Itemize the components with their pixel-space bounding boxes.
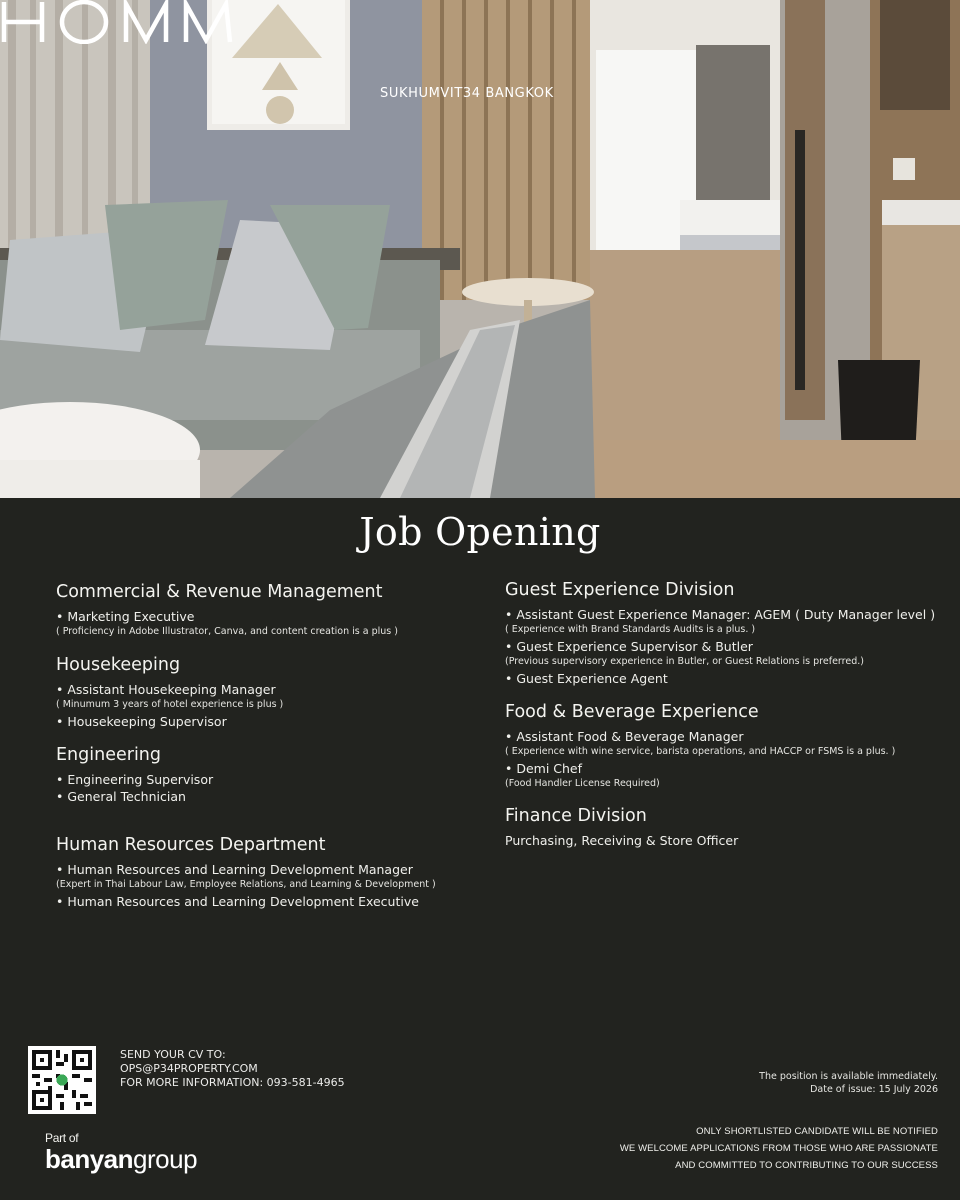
job-note: ( Experience with Brand Standards Audits is a plus. ) — [505, 624, 756, 635]
job-note: ( Experience with wine service, barista operations, and HACCP or FSMS is a plus. ) — [505, 746, 896, 757]
job-item: • Engineering Supervisor — [56, 772, 214, 787]
section-housekeeping — [56, 655, 283, 730]
section-human-resources — [56, 835, 436, 910]
section-engineering — [56, 745, 213, 805]
job-note: ( Minumum 3 years of hotel experience is plus ) — [56, 699, 284, 710]
brand-light: group — [133, 1144, 198, 1174]
job-item: • Assistant Food & Beverage Manager — [505, 729, 744, 744]
job-item: • Assistant Guest Experience Manager: AGEM ( Duty Manager level ) — [505, 607, 936, 622]
job-item: • Marketing Executive — [56, 609, 195, 624]
contact-line-1: SEND YOUR CV TO: — [120, 1048, 226, 1061]
contact-phone[interactable]: FOR MORE INFORMATION: 093-581-4965 — [120, 1076, 345, 1089]
job-note: ( Proficiency in Adobe Illustrator, Canva, and content creation is a plus ) — [56, 626, 398, 637]
section-finance — [505, 806, 738, 849]
section-commercial — [56, 582, 398, 640]
contact-info — [120, 1048, 345, 1090]
section-title: Human Resources Department — [56, 835, 326, 855]
page-title: Job Opening — [359, 510, 601, 554]
footer-line-3: AND COMMITTED TO CONTRIBUTING TO OUR SUCCESS — [675, 1160, 938, 1171]
job-item: • Housekeeping Supervisor — [56, 714, 227, 729]
job-item: • Demi Chef — [505, 761, 583, 776]
section-title: Commercial & Revenue Management — [56, 582, 383, 602]
section-title: Food & Beverage Experience — [505, 702, 759, 722]
banyan-group-logo — [45, 1144, 197, 1175]
brand-bold: banyan — [45, 1144, 134, 1174]
footer-notice — [620, 1123, 938, 1174]
availability-note — [759, 1070, 938, 1096]
job-note: (Expert in Thai Labour Law, Employee Relations, and Learning & Development ) — [56, 879, 436, 890]
section-food-beverage — [505, 702, 895, 792]
hotel-room-illustration — [0, 0, 960, 498]
job-item: Purchasing, Receiving & Store Officer — [505, 833, 739, 848]
qr-code-icon[interactable] — [28, 1046, 96, 1114]
job-note: (Previous supervisory experience in Butler, or Guest Relations is preferred.) — [505, 656, 864, 667]
availability-line-1: The position is available immediately. — [759, 1071, 938, 1082]
homm-logo-mark — [0, 0, 236, 44]
section-guest-experience — [505, 580, 935, 687]
footer-line-2: WE WELCOME APPLICATIONS FROM THOSE WHO ARE PASSIONATE — [619, 1143, 938, 1154]
hero-photo — [0, 0, 960, 498]
logo-subtitle: SUKHUMVIT34 BANGKOK — [380, 86, 554, 101]
section-title: Engineering — [56, 745, 161, 765]
section-title: Finance Division — [505, 806, 647, 826]
job-item: • General Technician — [56, 789, 186, 804]
section-title: Guest Experience Division — [505, 580, 735, 600]
contact-email[interactable]: OPS@P34PROPERTY.COM — [120, 1062, 258, 1075]
section-title: Housekeeping — [56, 655, 181, 675]
job-item: • Guest Experience Supervisor & Butler — [505, 639, 753, 654]
job-note: (Food Handler License Required) — [505, 778, 660, 789]
job-item: • Guest Experience Agent — [505, 671, 668, 686]
part-of-label: Part of — [45, 1131, 79, 1145]
issue-date: Date of issue: 15 July 2026 — [810, 1084, 938, 1095]
job-item: • Human Resources and Learning Development Executive — [56, 894, 419, 909]
job-item: • Assistant Housekeeping Manager — [56, 682, 276, 697]
footer-line-1: ONLY SHORTLISTED CANDIDATE WILL BE NOTIFIED — [696, 1126, 938, 1137]
job-item: • Human Resources and Learning Development Manager — [56, 862, 413, 877]
